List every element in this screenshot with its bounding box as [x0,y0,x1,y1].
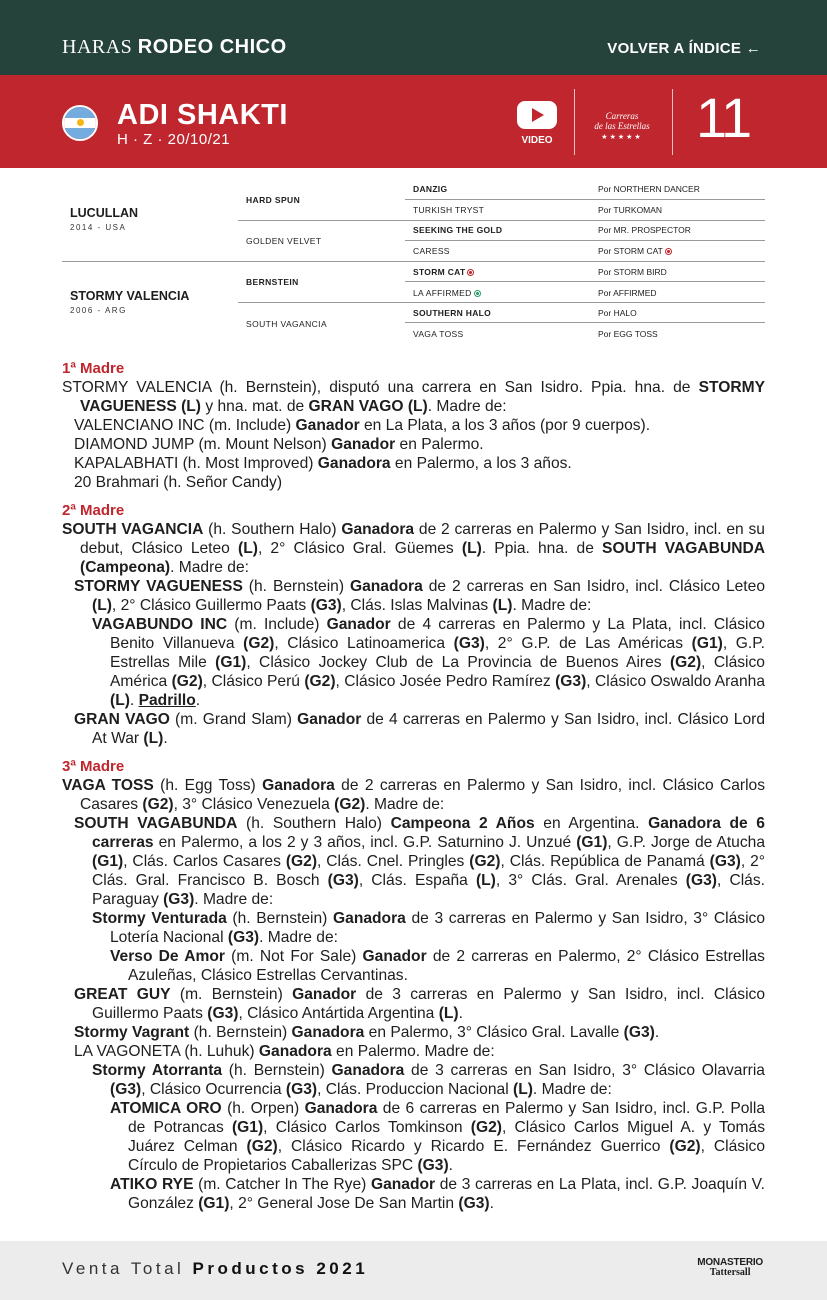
pedigree-gen3: LA AFFIRMED [413,288,472,298]
produce-entry: DIAMOND JUMP (m. Mount Nelson) Ganador en Palermo. [74,436,484,453]
video-button[interactable] [514,101,560,146]
produce-entry: Stormy Venturada (h. Bernstein) Ganadora de 3 carreras en Palermo y San Isidro, 3° Clásico Lotería Nacional (G3). Madre de: [92,910,766,946]
stars-icon: ★★★★★ [601,134,643,141]
divider [672,89,673,155]
pedigree-gen4: Por TURKOMAN [598,205,663,215]
dam-paragraph: SOUTH VAGANCIA (h. Southern Halo) Ganadora de 2 carreras en Palermo y San Isidro, incl. en su debut, Clásico Leteo (L), 2° Clásico Gral. Güemes (L). Ppia. hna. de SOUTH VAGABUNDA (Campeona). Madre de: [62,521,765,576]
pedigree-gen4: Por STORM CAT [598,246,663,256]
brand-bold: RODEO CHICO [137,36,287,58]
pedigree-gen3: SOUTHERN HALO [413,308,492,318]
horse-header [0,75,827,168]
horse-name: ADI SHAKTI [117,99,288,131]
footer [0,1241,827,1300]
divider [238,220,765,221]
produce-entry: ATIKO RYE (m. Catcher In The Rye) Ganador de 3 carreras en La Plata, incl. G.P. Joaquín V. González (G1), 2° General Jose De San Martin (G3). [110,1176,765,1212]
dam-paragraph: STORMY VALENCIA (h. Bernstein), disputó una carrera en San Isidro. Ppia. hna. de STORMY VAGUENESS (L) y hna. mat. de GRAN VAGO (L). Madre de: [62,379,765,415]
carreras-de-las-estrellas-logo[interactable] [586,97,658,149]
pedigree-gen4: Por STORM BIRD [598,267,667,277]
brand-light: HARAS [62,36,133,58]
pedigree-gen4: Por AFFIRMED [598,288,657,298]
pedigree-gen4: Por MR. PROSPECTOR [598,225,691,235]
produce-entry: 20 Brahmari (h. Señor Candy) [74,474,283,491]
pedigree-gen4: Por EGG TOSS [598,329,658,339]
pedigree-gen3: CARESS [413,246,450,256]
sire-info: 2014 - USA [70,223,127,232]
monasterio-tattersall-logo: MONASTERIO Tattersall [697,1257,763,1278]
estrellas-line2: de las Estrellas [594,121,650,131]
section-heading: 1ª Madre [62,360,125,377]
divider [62,261,765,262]
family-text [62,360,765,1213]
produce-entry: GREAT GUY (m. Bernstein) Ganador de 3 carreras en Palermo y San Isidro, incl. Clásico Guillermo Paats (G3), Clásico Antártida Argentina (L). [74,986,766,1022]
produce-entry: LA VAGONETA (h. Luhuk) Ganadora en Palermo. Madre de: [74,1043,495,1060]
inbreeding-marker-icon [467,269,474,276]
pedigree-gen4: Por NORTHERN DANCER [598,184,700,194]
back-to-index-link[interactable]: VOLVER A ÍNDICE ← [607,40,761,57]
play-icon [517,101,557,129]
footer-title: Venta Total Productos 2021 [62,1259,369,1278]
divider [405,322,765,323]
pedigree-gen3: TURKISH TRYST [413,205,485,215]
divider [238,302,765,303]
inbreeding-marker-icon [474,290,481,297]
pedigree-gen2: BERNSTEIN [246,277,299,287]
pedigree-gen2: GOLDEN VELVET [246,236,322,246]
brand-logo [62,36,287,59]
produce-entry: KAPALABHATI (h. Most Improved) Ganadora en Palermo, a los 3 años. [74,455,572,472]
pedigree-gen4: Por HALO [598,308,637,318]
inbreeding-marker-icon [665,248,672,255]
pedigree-gen3: STORM CAT [413,267,466,277]
sire-name: LUCULLAN [70,206,139,220]
horse-info: H · Z · 20/10/21 [117,131,231,148]
pedigree-gen2: HARD SPUN [246,195,301,205]
section-heading: 3ª Madre [62,758,125,775]
produce-entry: GRAN VAGO (m. Grand Slam) Ganador de 4 carreras en Palermo y San Isidro, incl. Clásico Lord At War (L). [74,711,765,747]
pedigree-gen2: SOUTH VAGANCIA [246,319,328,329]
divider [405,281,765,282]
estrellas-line1: Carreras [605,111,639,121]
padrillo-link[interactable]: Padrillo [138,692,196,709]
produce-entry: STORMY VAGUENESS (h. Bernstein) Ganadora de 2 carreras en San Isidro, incl. Clásico Leteo (L), 2° Clásico Guillermo Paats (G3), Clás. Islas Malvinas (L). Madre de: [74,578,765,614]
pedigree-gen3: SEEKING THE GOLD [413,225,503,235]
produce-entry: Stormy Atorranta (h. Bernstein) Ganadora de 3 carreras en San Isidro, 3° Clásico Olavarria (G3), Clásico Ocurrencia (G3), Clás. Produccion Nacional (L). Madre de: [92,1062,765,1098]
section-heading: 2ª Madre [62,502,125,519]
video-label: VIDEO [521,135,553,146]
argentina-flag-icon [62,105,98,141]
pedigree-gen3: VAGA TOSS [413,329,464,339]
produce-entry: Verso De Amor (m. Not For Sale) Ganador de 2 carreras en Palermo, 2° Clásico Estrellas Azuleñas, Clásico Estrellas Cervantinas. [110,948,765,984]
produce-entry: VAGABUNDO INC (m. Include) Ganador de 4 carreras en Palermo y La Plata, incl. Clásico Benito Villanueva (G2), Clásico Latinoamerica (G3), 2° G.P. de Las Américas (G1), G.P. Estrellas Mile (G1), Clásico Jockey Club de La Provincia de Buenos Aires (G2), Clásico América (G2), Clásico Perú (G2), Clásico Josée Pedro Ramírez (G3), Clásico Oswaldo Aranha (L). Padrillo. [92,616,766,709]
pedigree-gen3: DANZIG [413,184,448,194]
produce-entry: VALENCIANO INC (m. Include) Ganador en La Plata, a los 3 años (por 9 cuerpos). [74,417,651,434]
top-bar [0,0,827,75]
lot-number: 11 [696,86,751,149]
divider [574,89,575,155]
produce-entry: Stormy Vagrant (h. Bernstein) Ganadora en Palermo, 3° Clásico Gral. Lavalle (G3). [74,1024,660,1041]
produce-entry: SOUTH VAGABUNDA (h. Southern Halo) Campeona 2 Años en Argentina. Ganadora de 6 carreras en Palermo, a los 2 y 3 años, incl. G.P. Saturnino J. Unzué (G1), G.P. Jorge de Atucha (G1), Clás. Carlos Casares (G2), Clás. Cnel. Pringles (G2), Clás. República de Panamá (G3), 2° Clás. Gral. Francisco B. Bosch (G3), Clás. España (L), 3° Clás. Gral. Arenales (G3), Clás. Paraguay (G3). Madre de: [74,815,765,908]
dam-paragraph: VAGA TOSS (h. Egg Toss) Ganadora de 2 carreras en Palermo y San Isidro, incl. Clásico Carlos Casares (G2), 3° Clásico Venezuela (G2). Madre de: [62,777,766,813]
dam-info: 2006 - ARG [70,306,127,315]
divider [405,240,765,241]
dam-name: STORMY VALENCIA [70,289,190,303]
divider [405,199,765,200]
produce-entry: ATOMICA ORO (h. Orpen) Ganadora de 6 carreras en Palermo y San Isidro, incl. G.P. Polla de Potrancas (G1), Clásico Carlos Tomkinson (G2), Clásico Carlos Miguel A. y Tomás Juárez Celman (G2), Clásico Ricardo y Ricardo E. Fernández Guerrico (G2), Clásico Círculo de Propietarios Caballerizas SPC (G3). [110,1100,766,1174]
